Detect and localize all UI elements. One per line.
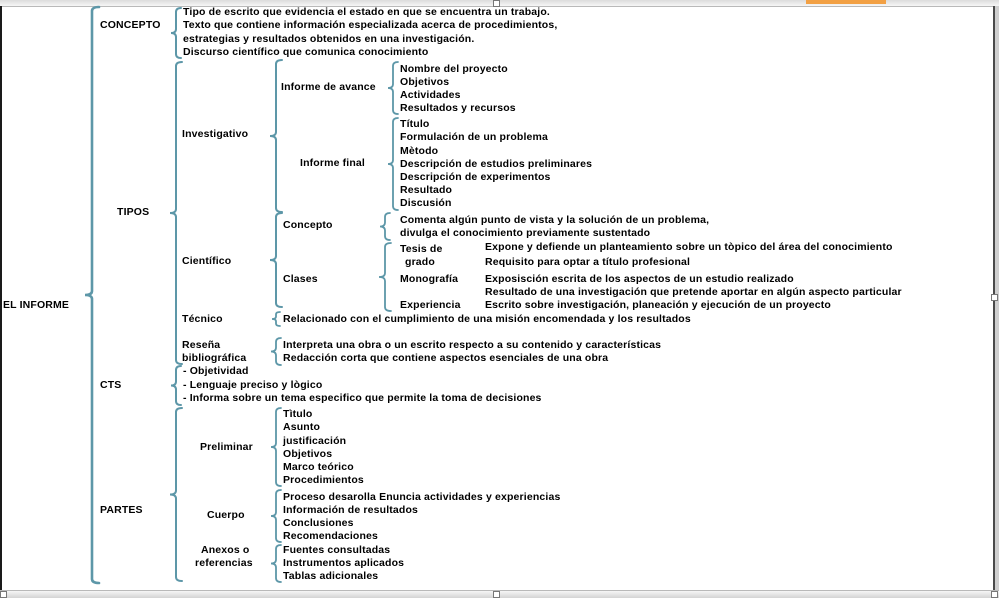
anexos-label: referencias [195,557,253,569]
tesis-label: grado [405,256,435,268]
cts-label: CTS [100,379,122,391]
preliminar-item: Procedimientos [283,474,364,486]
cuerpo-bracket [271,490,281,542]
resena-line: Redacción corta que contiene aspectos esenciales de una obra [283,352,609,364]
cts-item: - Lenguaje preciso y lògico [183,379,323,391]
tecnico-desc: Relacionado con el cumplimiento de una misión encomendada y los resultados [283,313,691,325]
cuerpo-item: Recomendaciones [283,530,379,542]
root-bracket [85,7,99,583]
informe-final-label: Informe final [300,157,365,169]
cientifico-concepto-line: Comenta algún punto de vista y la solución de un problema, [400,214,710,226]
concepto-line: Discurso científico que comunica conocimiento [183,46,429,58]
concepto-line: Texto que contiene información especializada acerca de procedimientos, [183,19,558,31]
experiencia-label: Experiencia [400,299,461,311]
clases-label: Clases [283,273,318,285]
tecnico-bracket [272,312,280,326]
cuerpo-item: Conclusiones [283,517,354,529]
monografia-desc: Resultado de una investigación que pretende aportar en algún aspecto particular [485,286,902,298]
tipos-label: TIPOS [117,206,150,218]
tesis-desc: Requisito para optar a título profesional [485,256,691,268]
resena-bracket [271,338,281,365]
final-item: Título [400,118,430,130]
preliminar-label: Preliminar [200,441,253,453]
avance-item: Nombre del proyecto [400,63,508,75]
anexos-item: Instrumentos aplicados [283,557,405,569]
investigativo-label: Investigativo [182,128,249,140]
final-item: Formulación de un problema [400,131,548,143]
cientifico-concepto-bracket [380,213,390,240]
concepto-line: estrategias y resultados obtenidos en una investigación. [183,33,475,45]
informe-avance-label: Informe de avance [281,81,376,93]
preliminar-bracket [271,408,281,486]
preliminar-item: justificación [283,435,347,447]
preliminar-item: Tìtulo [283,408,313,420]
tesis-desc: Expone y defiende un planteamiento sobre un tòpico del área del conocimiento [485,241,893,253]
cts-item: - Objetividad [183,365,249,377]
resena-label: Reseña [182,339,221,351]
cuerpo-item: Proceso desarolla Enuncia actividades y experiencias [283,491,561,503]
preliminar-item: Objetivos [283,448,333,460]
preliminar-item: Marco teórico [283,461,354,473]
resena-line: Interpreta una obra o un escrito respecto a su contenido y características [283,339,662,351]
monografia-label: Monografía [400,273,459,285]
anexos-bracket [271,545,281,582]
cientifico-bracket [270,213,282,307]
cts-bracket [171,366,181,405]
tecnico-label: Técnico [182,313,223,325]
cientifico-label: Científico [182,255,232,267]
resena-label: bibliográfica [182,352,247,364]
cientifico-concepto-line: divulga el conocimiento previamente sustentado [400,227,651,239]
concepto-label: CONCEPTO [100,19,161,31]
partes-label: PARTES [100,504,143,516]
concepto-bracket [171,8,181,58]
final-bracket [388,118,398,210]
tipos-bracket [170,62,182,364]
anexos-label: Anexos o [201,544,250,556]
preliminar-item: Asunto [283,421,321,433]
cuerpo-item: Información de resultados [283,504,419,516]
partes-bracket [170,408,182,581]
final-item: Descripción de experimentos [400,171,551,183]
tesis-label: Tesis de [400,243,443,255]
clases-bracket [379,243,391,311]
root-label: EL INFORME [3,299,70,311]
anexos-item: Tablas adicionales [283,570,379,582]
experiencia-desc: Escrito sobre investigación, planeación y ejecución de un proyecto [485,299,831,311]
concepto-line: Tipo de escrito que evidencia el estado en que se encuentra un trabajo. [183,6,550,18]
cuerpo-label: Cuerpo [207,509,245,521]
final-item: Descripción de estudios preliminares [400,158,593,170]
avance-item: Actividades [400,89,461,101]
final-item: Mètodo [400,145,439,157]
final-item: Discusión [400,197,452,209]
avance-item: Resultados y recursos [400,102,516,114]
final-item: Resultado [400,184,453,196]
avance-bracket [388,62,398,114]
anexos-item: Fuentes consultadas [283,544,391,556]
cientifico-concepto-label: Concepto [283,219,333,231]
avance-item: Objetivos [400,76,450,88]
cts-item: - Informa sobre un tema especifico que permite la toma de decisiones [183,392,542,404]
monografia-desc: Exposisción escrita de los aspectos de un estudio realizado [485,273,794,285]
